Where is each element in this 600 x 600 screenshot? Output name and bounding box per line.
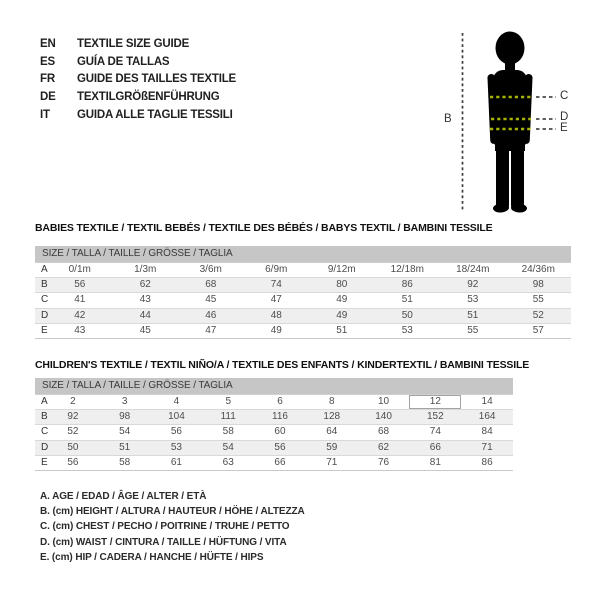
table-cell: 51 [336, 324, 348, 336]
table-cell: 54 [222, 441, 234, 453]
table-cell: 56 [274, 441, 286, 453]
table-cell: 52 [67, 426, 79, 438]
table-row [35, 409, 513, 424]
table-cell: 86 [401, 279, 413, 291]
language-title: TEXTILGRÖßENFÜHRUNG [77, 91, 220, 104]
table-cell: 98 [532, 279, 544, 291]
table-row [35, 455, 513, 470]
row-label: B [41, 279, 48, 291]
table-cell: 58 [119, 456, 131, 468]
table-cell: 49 [336, 294, 348, 306]
table-cell: 140 [375, 411, 392, 423]
row-label: C [41, 294, 49, 306]
table-cell: 58 [222, 426, 234, 438]
child-silhouette-icon [460, 28, 560, 218]
hip-label: E [560, 122, 568, 134]
table-cell: 50 [67, 441, 79, 453]
table-cell: 53 [170, 441, 182, 453]
table-cell: 53 [467, 294, 479, 306]
table-cell: 76 [377, 456, 390, 468]
table-cell: 10 [377, 396, 390, 407]
table-cell: 62 [139, 279, 151, 291]
row-label: A [41, 396, 48, 407]
table-cell: 45 [205, 294, 217, 306]
table-cell: 68 [377, 426, 390, 438]
table-row [35, 323, 571, 338]
table-cell: 43 [74, 324, 86, 336]
legend-row: B. (cm) HEIGHT / ALTURA / HAUTEUR / HÖHE / ALTEZZA [40, 506, 305, 518]
babies-table-header: SIZE / TALLA / TAILLE / GRÖSSE / TAGLIA [35, 246, 571, 262]
table-cell: 47 [205, 324, 217, 336]
table-cell: 71 [326, 456, 338, 468]
table-cell: 55 [532, 294, 544, 306]
table-cell: 52 [532, 309, 544, 321]
table-cell: 12/18m [390, 264, 424, 275]
table-cell: 111 [220, 411, 236, 423]
table-cell: 56 [170, 426, 182, 438]
table-cell: 55 [467, 324, 479, 336]
table-row [35, 277, 571, 292]
table-cell: 8 [328, 396, 335, 407]
language-row [40, 36, 236, 54]
table-cell: 74 [270, 279, 282, 291]
table-cell: 92 [467, 279, 479, 291]
table-cell: 6/9m [265, 264, 288, 275]
table-cell: 84 [481, 426, 493, 438]
babies-size-table [35, 246, 571, 339]
babies-section-title: BABIES TEXTILE / TEXTIL BEBÉS / TEXTILE DES BÉBÉS / BABYS TEXTIL / BAMBINI TESSILE [35, 222, 493, 234]
table-cell: 59 [326, 441, 338, 453]
table-cell: 68 [205, 279, 217, 291]
row-label: E [41, 456, 48, 468]
table-cell: 56 [74, 279, 86, 291]
table-cell: 5 [225, 396, 231, 407]
table-cell: 0/1m [68, 264, 91, 275]
language-code: DE [40, 91, 56, 104]
chest-label: C [560, 90, 569, 102]
row-label: A [41, 264, 48, 275]
table-row [35, 394, 513, 409]
row-label: B [41, 411, 48, 423]
row-label: C [41, 426, 49, 438]
table-cell: 41 [74, 294, 86, 306]
table-cell: 24/36m [521, 264, 555, 275]
children-table-rows [35, 394, 513, 471]
table-cell: 1/3m [134, 264, 157, 275]
table-cell: 57 [532, 324, 544, 336]
table-cell: 164 [478, 411, 496, 423]
table-cell: 9/12m [327, 264, 356, 275]
table-cell: 48 [270, 309, 282, 321]
table-cell: 14 [481, 396, 493, 407]
language-row [40, 89, 236, 107]
legend-row: D. (cm) WAIST / CINTURA / TAILLE / HÜFTUNG / VITA [40, 536, 287, 548]
language-row [40, 107, 236, 125]
table-cell: 74 [429, 426, 441, 438]
language-code: FR [40, 73, 55, 86]
language-code: IT [40, 108, 50, 121]
language-title: TEXTILE SIZE GUIDE [77, 38, 190, 50]
table-cell: 43 [139, 294, 151, 306]
table-cell: 71 [481, 441, 493, 453]
table-cell: 128 [323, 411, 341, 423]
table-cell: 51 [119, 441, 131, 453]
table-cell: 61 [170, 456, 182, 468]
table-cell: 98 [119, 411, 131, 423]
children-size-table [35, 378, 513, 471]
table-cell: 54 [119, 426, 131, 438]
table-cell: 4 [173, 396, 180, 407]
table-cell: 3 [121, 396, 128, 407]
legend-row: E. (cm) HIP / CADERA / HANCHE / HÜFTE / HIPS [40, 551, 264, 563]
measurement-legend [40, 489, 305, 565]
table-cell: 53 [401, 324, 413, 336]
table-cell: 116 [272, 411, 288, 423]
table-cell: 86 [481, 456, 493, 468]
table-cell: 45 [139, 324, 151, 336]
waist-label: D [560, 111, 569, 123]
row-label: D [41, 309, 49, 321]
table-cell: 56 [67, 456, 79, 468]
table-cell: 62 [377, 441, 390, 453]
legend-row: C. (cm) CHEST / PECHO / POITRINE / TRUHE / PETTO [40, 521, 290, 533]
language-title: GUIDA ALLE TAGLIE TESSILI [77, 108, 233, 121]
table-cell: 66 [274, 456, 286, 468]
table-cell: 49 [270, 324, 282, 336]
highlighted-size-cell: 12 [409, 395, 461, 409]
table-cell: 64 [326, 426, 338, 438]
language-row [40, 54, 236, 72]
height-label: B [444, 113, 452, 125]
row-label: D [41, 441, 49, 453]
children-table-header: SIZE / TALLA / TAILLE / GRÖSSE / TAGLIA [35, 378, 513, 394]
language-title: GUÍA DE TALLAS [77, 55, 170, 68]
legend-row: A. AGE / EDAD / ÂGE / ALTER / ETÀ [40, 491, 207, 502]
table-cell: 6 [277, 396, 283, 407]
table-cell: 46 [205, 309, 217, 321]
table-cell: 42 [74, 309, 86, 321]
table-cell: 81 [429, 456, 441, 468]
table-cell: 3/6m [199, 264, 222, 275]
table-cell: 66 [429, 441, 441, 453]
table-row [35, 440, 513, 455]
language-title: GUIDE DES TAILLES TEXTILE [77, 73, 236, 86]
table-cell: 63 [222, 456, 234, 468]
language-code: ES [40, 55, 55, 68]
child-silhouette-figure [460, 28, 560, 218]
table-cell: 49 [336, 309, 348, 321]
table-row [35, 262, 571, 277]
table-cell: 51 [467, 309, 479, 321]
language-code: EN [40, 38, 56, 50]
language-title-list [40, 36, 236, 125]
table-cell: 152 [426, 411, 444, 423]
table-row [35, 308, 571, 323]
table-cell: 60 [274, 426, 286, 438]
table-cell: 80 [336, 279, 348, 291]
table-cell: 2 [70, 396, 76, 407]
table-cell: 18/24m [456, 264, 490, 275]
table-cell: 51 [401, 294, 413, 306]
table-row [35, 424, 513, 439]
table-cell: 50 [401, 309, 413, 321]
table-cell: 104 [168, 411, 185, 423]
row-label: E [41, 324, 48, 336]
babies-table-rows [35, 262, 571, 339]
table-row [35, 292, 571, 307]
language-row [40, 71, 236, 89]
children-section-title: CHILDREN'S TEXTILE / TEXTIL NIÑO/A / TEXTILE DES ENFANTS / KINDERTEXTIL / BAMBINI TESSILE [35, 359, 530, 371]
table-cell: 92 [67, 411, 79, 423]
table-cell: 44 [139, 309, 151, 321]
child-body-shape [487, 32, 532, 214]
table-cell: 47 [270, 294, 282, 306]
